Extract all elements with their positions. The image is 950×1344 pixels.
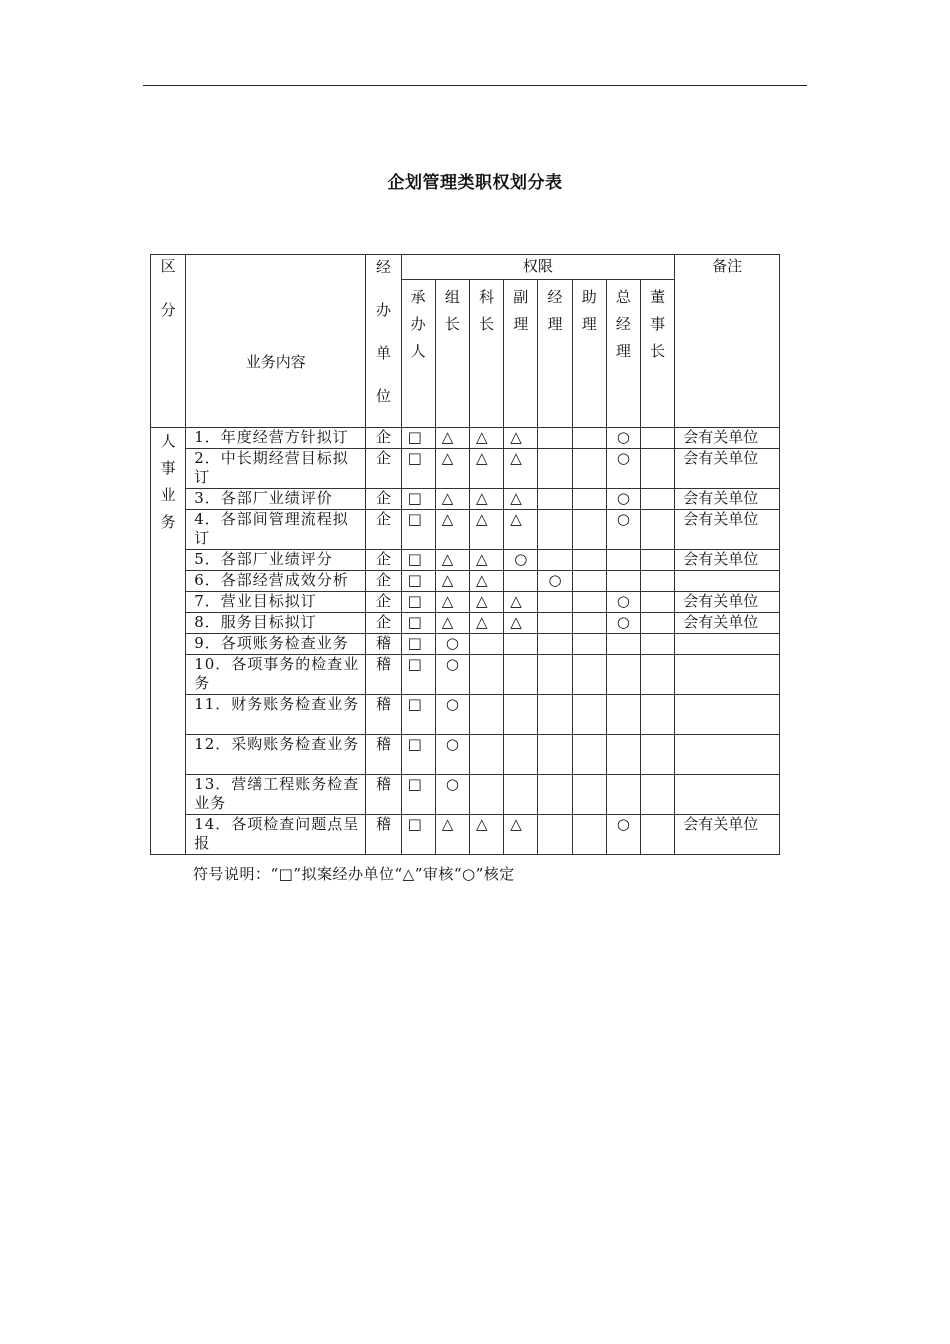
mark-cell — [538, 815, 572, 855]
mark-cell: △ — [435, 592, 469, 613]
mark-cell — [641, 510, 675, 550]
unit-cell: 企 — [366, 592, 401, 613]
remarks-cell: 会有关单位 — [675, 550, 780, 571]
mark-cell: △ — [469, 815, 503, 855]
mark-cell: ○ — [435, 695, 469, 735]
mark-cell: ○ — [606, 428, 640, 449]
mark-cell: ○ — [606, 510, 640, 550]
header-role — [606, 280, 640, 428]
table-row — [151, 428, 780, 449]
mark-cell: △ — [504, 449, 538, 489]
mark-cell — [538, 634, 572, 655]
unit-cell: 稽 — [366, 775, 401, 815]
unit-cell: 稽 — [366, 634, 401, 655]
remarks-cell: 会有关单位 — [675, 449, 780, 489]
mark-cell: □ — [401, 613, 435, 634]
mark-cell: ○ — [606, 449, 640, 489]
mark-cell: ○ — [435, 655, 469, 695]
header-role-char: 助 — [581, 288, 597, 306]
mark-cell: □ — [401, 634, 435, 655]
mark-cell: △ — [435, 550, 469, 571]
mark-cell — [641, 634, 675, 655]
unit-cell: 企 — [366, 550, 401, 571]
mark-cell: △ — [469, 489, 503, 510]
table-row — [151, 613, 780, 634]
mark-cell: ○ — [606, 613, 640, 634]
mark-cell — [641, 735, 675, 775]
mark-cell — [538, 613, 572, 634]
mark-cell — [641, 613, 675, 634]
symbol-legend: 符号说明：“□”拟案经办单位“△”审核“○”核定 — [193, 865, 515, 883]
remarks-cell: 会有关单位 — [675, 510, 780, 550]
mark-cell: △ — [435, 449, 469, 489]
mark-cell: △ — [504, 428, 538, 449]
item-cell: 9．各项账务检查业务 — [186, 634, 366, 655]
header-role-char: 理 — [513, 315, 529, 333]
header-remarks: 备注 — [675, 255, 780, 428]
mark-cell: △ — [435, 815, 469, 855]
mark-cell — [641, 489, 675, 510]
header-row-1 — [151, 255, 780, 280]
header-content: 业务内容 — [186, 255, 366, 428]
unit-cell: 稽 — [366, 735, 401, 775]
mark-cell: □ — [401, 695, 435, 735]
mark-cell: △ — [469, 550, 503, 571]
mark-cell: △ — [469, 428, 503, 449]
item-cell: 6．各部经营成效分析 — [186, 571, 366, 592]
header-area — [151, 255, 186, 428]
table-row — [151, 550, 780, 571]
mark-cell — [606, 655, 640, 695]
mark-cell — [572, 510, 606, 550]
unit-cell: 稽 — [366, 655, 401, 695]
mark-cell — [572, 550, 606, 571]
header-role — [572, 280, 606, 428]
table-row — [151, 775, 780, 815]
header-unit-char: 经 — [375, 258, 391, 276]
header-role-char: 董 — [650, 288, 666, 306]
remarks-cell — [675, 735, 780, 775]
unit-cell: 企 — [366, 613, 401, 634]
header-role — [538, 280, 572, 428]
remarks-cell — [675, 634, 780, 655]
mark-cell: □ — [401, 655, 435, 695]
header-unit-char: 办 — [375, 301, 391, 319]
mark-cell: □ — [401, 550, 435, 571]
area-label-char: 事 — [160, 459, 176, 477]
mark-cell: △ — [469, 571, 503, 592]
mark-cell: △ — [469, 592, 503, 613]
mark-cell — [641, 550, 675, 571]
item-cell: 7．营业目标拟订 — [186, 592, 366, 613]
table-row — [151, 592, 780, 613]
mark-cell: △ — [504, 613, 538, 634]
mark-cell — [504, 571, 538, 592]
unit-cell: 稽 — [366, 815, 401, 855]
mark-cell — [606, 571, 640, 592]
mark-cell: ○ — [606, 815, 640, 855]
mark-cell — [606, 735, 640, 775]
header-role — [504, 280, 538, 428]
remarks-cell: 会有关单位 — [675, 815, 780, 855]
mark-cell — [572, 592, 606, 613]
header-role-char: 理 — [581, 315, 597, 333]
mark-cell — [572, 735, 606, 775]
table-row — [151, 510, 780, 550]
mark-cell — [469, 775, 503, 815]
remarks-cell: 会有关单位 — [675, 428, 780, 449]
mark-cell: ○ — [538, 571, 572, 592]
header-unit-char: 位 — [375, 387, 391, 405]
mark-cell — [538, 510, 572, 550]
mark-cell: □ — [401, 510, 435, 550]
table-row — [151, 655, 780, 695]
mark-cell — [504, 695, 538, 735]
mark-cell: △ — [469, 510, 503, 550]
remarks-cell — [675, 655, 780, 695]
mark-cell — [538, 695, 572, 735]
header-role-char: 人 — [410, 342, 426, 360]
header-role — [469, 280, 503, 428]
mark-cell: △ — [469, 613, 503, 634]
item-cell: 3．各部厂业绩评价 — [186, 489, 366, 510]
table-row — [151, 634, 780, 655]
item-cell: 10．各项事务的检查业务 — [186, 655, 366, 695]
item-cell: 13．营缮工程账务检查业务 — [186, 775, 366, 815]
mark-cell: ○ — [504, 550, 538, 571]
page-title: 企划管理类职权划分表 — [387, 173, 563, 193]
header-role-char: 承 — [410, 288, 426, 306]
header-role-char: 副 — [513, 288, 529, 306]
mark-cell: △ — [469, 449, 503, 489]
mark-cell: △ — [435, 571, 469, 592]
mark-cell — [641, 655, 675, 695]
unit-cell: 企 — [366, 571, 401, 592]
mark-cell: ○ — [606, 592, 640, 613]
mark-cell — [504, 775, 538, 815]
remarks-cell: 会有关单位 — [675, 592, 780, 613]
header-role-char: 组 — [444, 288, 460, 306]
header-authority: 权限 — [401, 255, 675, 280]
mark-cell — [572, 634, 606, 655]
mark-cell — [469, 634, 503, 655]
mark-cell: △ — [504, 489, 538, 510]
mark-cell — [538, 489, 572, 510]
mark-cell — [641, 775, 675, 815]
unit-cell: 企 — [366, 510, 401, 550]
remarks-cell — [675, 695, 780, 735]
header-role-char: 经 — [615, 315, 631, 333]
header-unit-char: 单 — [375, 344, 391, 362]
mark-cell: ○ — [435, 775, 469, 815]
mark-cell — [606, 775, 640, 815]
header-role — [401, 280, 435, 428]
item-cell: 14．各项检查问题点呈报 — [186, 815, 366, 855]
mark-cell: △ — [504, 510, 538, 550]
mark-cell: ○ — [435, 735, 469, 775]
mark-cell — [538, 592, 572, 613]
header-unit — [366, 255, 401, 428]
mark-cell: △ — [435, 489, 469, 510]
header-rule — [143, 85, 807, 86]
mark-cell: □ — [401, 571, 435, 592]
authority-table — [150, 254, 780, 855]
header-role-char: 总 — [615, 288, 631, 306]
mark-cell — [641, 695, 675, 735]
header-role-char: 理 — [615, 342, 631, 360]
mark-cell: △ — [504, 815, 538, 855]
header-role-char: 理 — [547, 315, 563, 333]
mark-cell — [641, 815, 675, 855]
unit-cell: 企 — [366, 428, 401, 449]
unit-cell: 稽 — [366, 695, 401, 735]
mark-cell — [572, 571, 606, 592]
mark-cell: △ — [435, 510, 469, 550]
mark-cell — [504, 655, 538, 695]
table-row — [151, 695, 780, 735]
table-row — [151, 571, 780, 592]
mark-cell: □ — [401, 775, 435, 815]
mark-cell: ○ — [606, 489, 640, 510]
mark-cell — [504, 634, 538, 655]
remarks-cell: 会有关单位 — [675, 489, 780, 510]
table-row — [151, 815, 780, 855]
mark-cell — [538, 775, 572, 815]
header-role-char: 办 — [410, 315, 426, 333]
mark-cell — [538, 449, 572, 489]
area-label-char: 务 — [160, 513, 176, 531]
mark-cell: □ — [401, 735, 435, 775]
table-row — [151, 449, 780, 489]
remarks-cell — [675, 571, 780, 592]
header-role-char: 长 — [479, 315, 495, 333]
remarks-cell — [675, 775, 780, 815]
item-cell: 12．采购账务检查业务 — [186, 735, 366, 775]
item-cell: 11．财务账务检查业务 — [186, 695, 366, 735]
mark-cell — [469, 655, 503, 695]
mark-cell — [538, 655, 572, 695]
item-cell: 4．各部间管理流程拟订 — [186, 510, 366, 550]
table-row — [151, 489, 780, 510]
mark-cell: □ — [401, 815, 435, 855]
mark-cell — [641, 428, 675, 449]
mark-cell — [572, 428, 606, 449]
mark-cell: ○ — [435, 634, 469, 655]
mark-cell — [572, 695, 606, 735]
header-area-char: 区 — [160, 257, 176, 275]
mark-cell — [641, 592, 675, 613]
mark-cell — [572, 489, 606, 510]
mark-cell: □ — [401, 592, 435, 613]
mark-cell — [572, 815, 606, 855]
mark-cell — [606, 550, 640, 571]
unit-cell: 企 — [366, 489, 401, 510]
item-cell: 2．中长期经营目标拟订 — [186, 449, 366, 489]
mark-cell — [641, 571, 675, 592]
mark-cell — [641, 449, 675, 489]
area-cell — [151, 428, 186, 855]
header-role-char: 长 — [650, 342, 666, 360]
mark-cell: □ — [401, 449, 435, 489]
mark-cell — [606, 634, 640, 655]
header-role — [435, 280, 469, 428]
mark-cell — [469, 735, 503, 775]
header-role-char: 经 — [547, 288, 563, 306]
mark-cell — [606, 695, 640, 735]
item-cell: 1．年度经营方针拟订 — [186, 428, 366, 449]
mark-cell: △ — [435, 428, 469, 449]
mark-cell — [572, 775, 606, 815]
mark-cell: △ — [504, 592, 538, 613]
mark-cell — [504, 735, 538, 775]
mark-cell — [538, 735, 572, 775]
mark-cell: □ — [401, 428, 435, 449]
header-role-char: 长 — [444, 315, 460, 333]
mark-cell: △ — [435, 613, 469, 634]
mark-cell — [572, 613, 606, 634]
header-role-char: 科 — [479, 288, 495, 306]
mark-cell — [572, 655, 606, 695]
mark-cell: □ — [401, 489, 435, 510]
mark-cell — [572, 449, 606, 489]
mark-cell — [538, 550, 572, 571]
item-cell: 8．服务目标拟订 — [186, 613, 366, 634]
header-area-char: 分 — [160, 301, 176, 319]
unit-cell: 企 — [366, 449, 401, 489]
item-cell: 5．各部厂业绩评分 — [186, 550, 366, 571]
mark-cell — [538, 428, 572, 449]
header-role-char: 事 — [650, 315, 666, 333]
area-label-char: 人 — [160, 432, 176, 450]
mark-cell — [469, 695, 503, 735]
header-role — [641, 280, 675, 428]
area-label-char: 业 — [160, 486, 176, 504]
table-row — [151, 735, 780, 775]
remarks-cell: 会有关单位 — [675, 613, 780, 634]
